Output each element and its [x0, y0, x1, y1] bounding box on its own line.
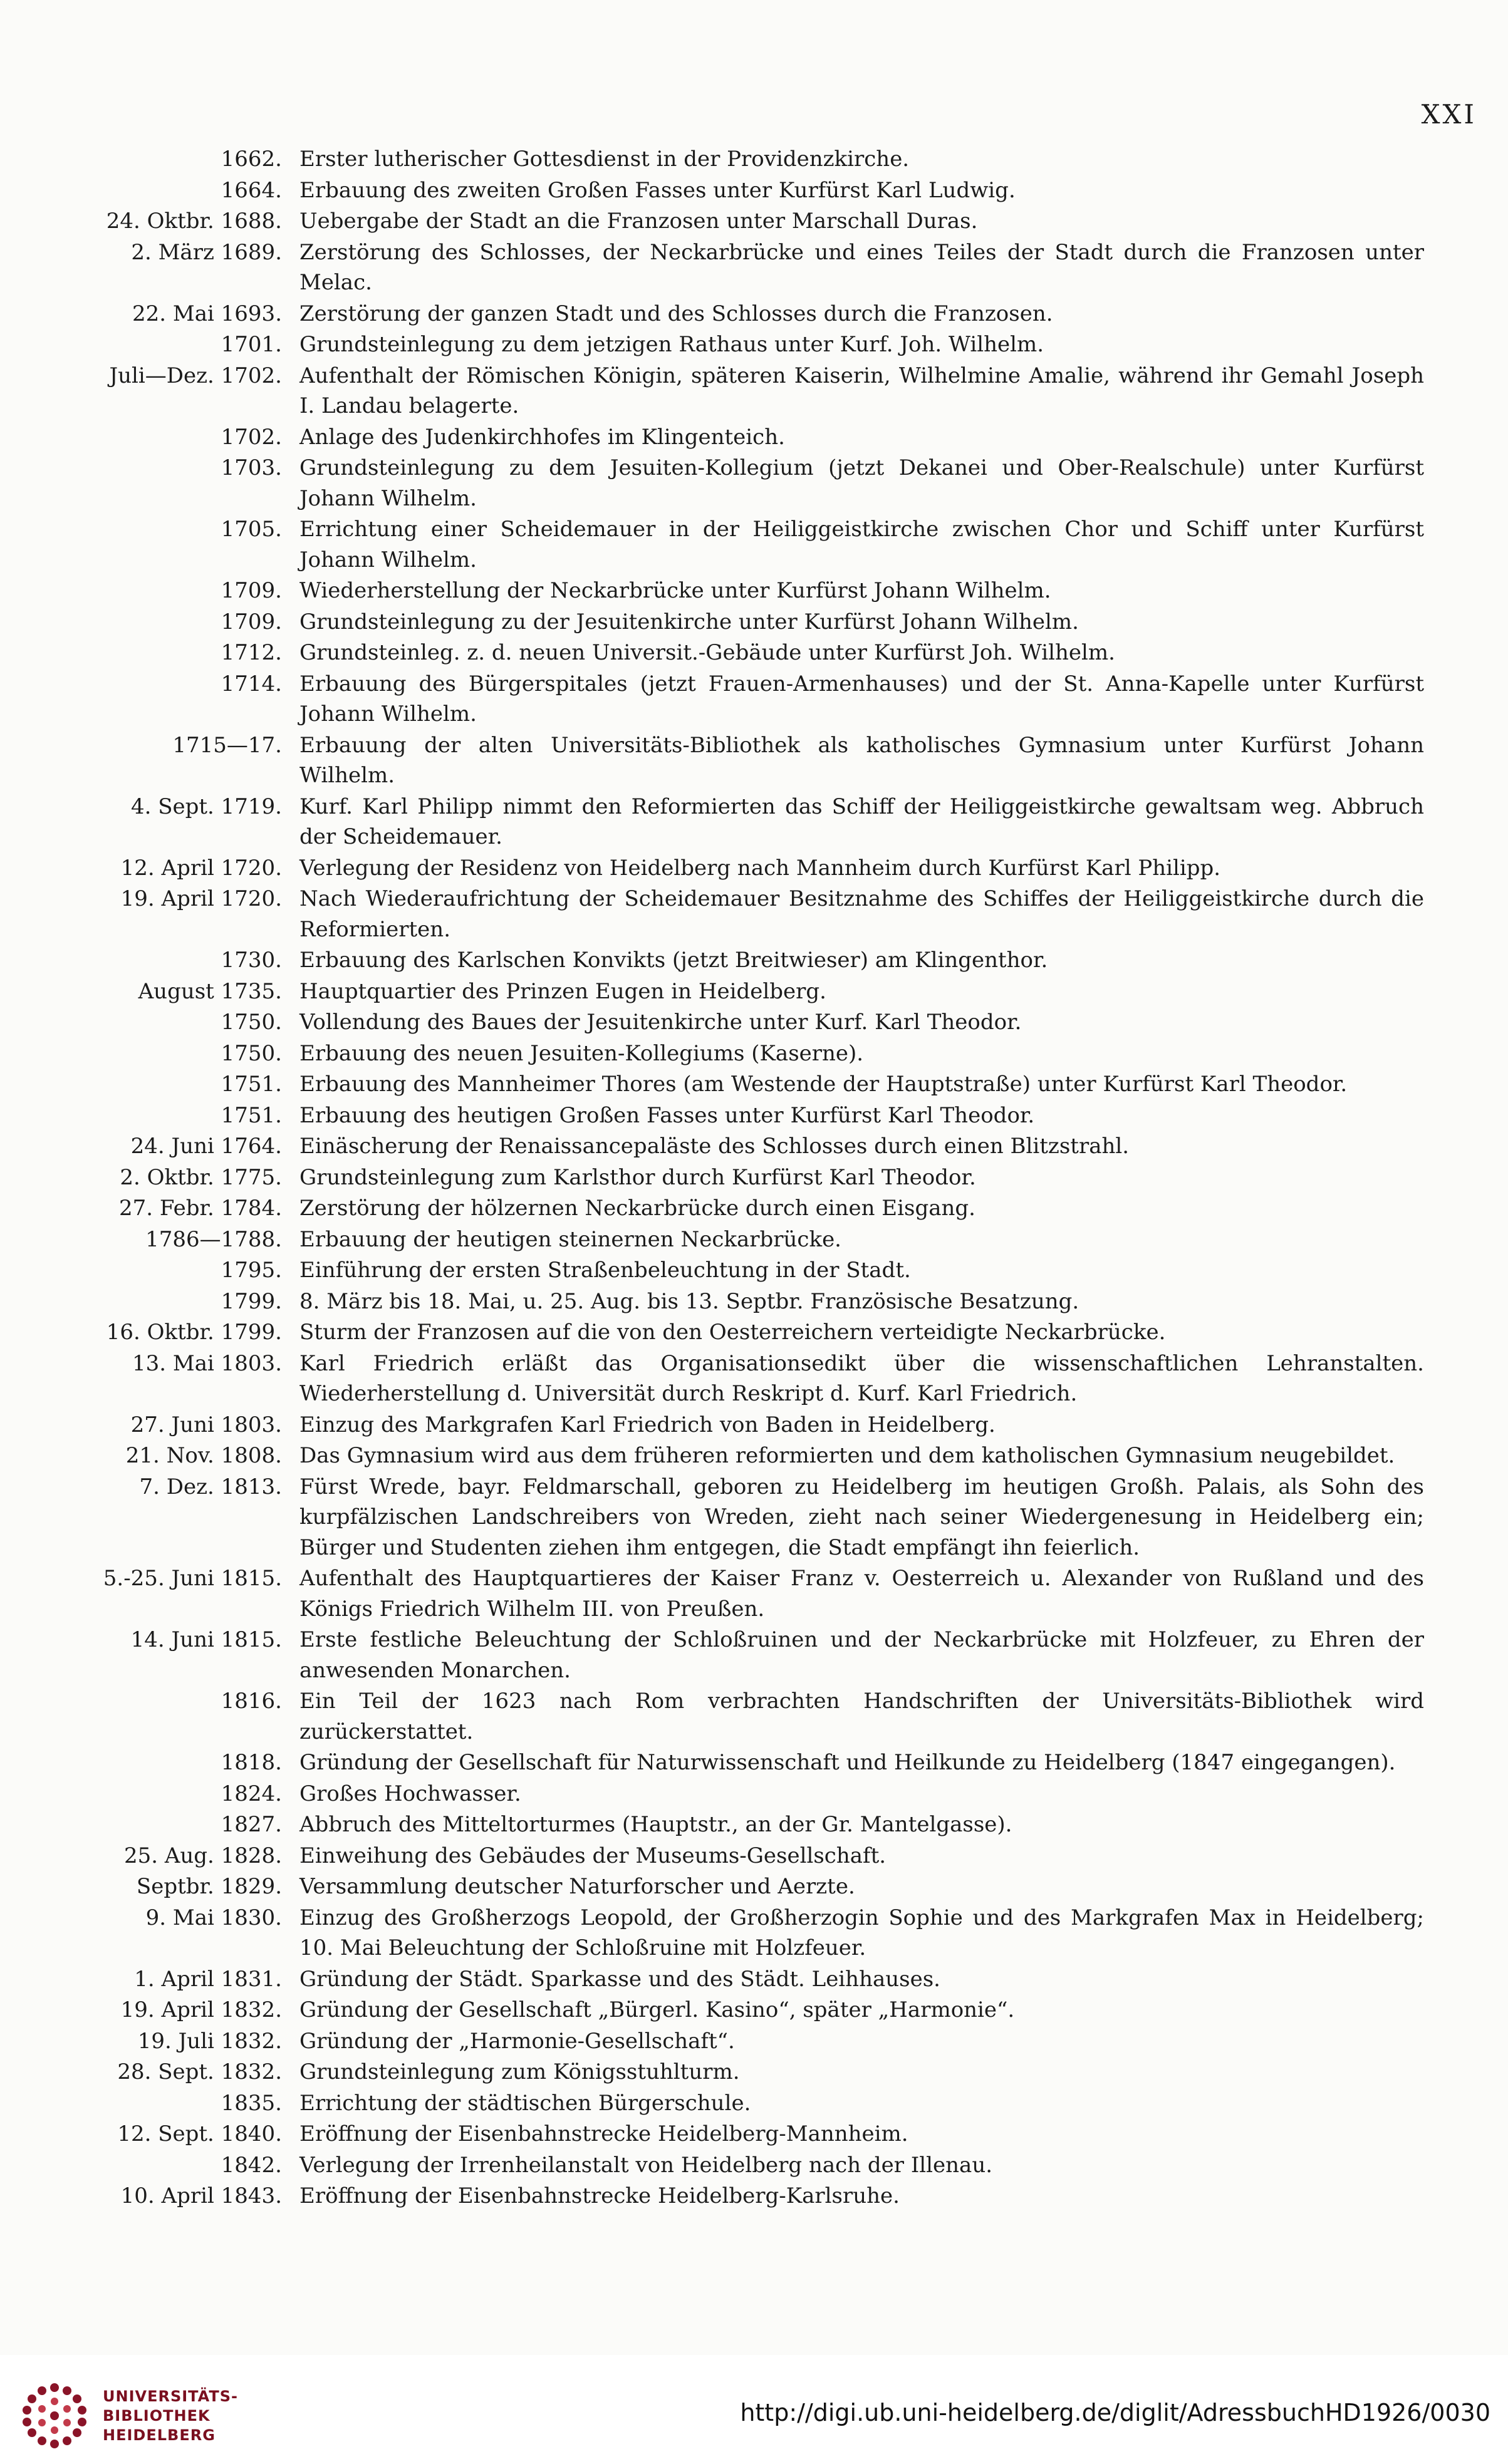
chronicle-entry — [0, 1038, 1508, 1069]
chronicle-entry — [0, 1964, 1508, 1995]
chronicle-entry — [0, 607, 1508, 638]
chronicle-entry — [0, 329, 1508, 360]
entry-date: 10. April 1843. — [120, 2183, 282, 2208]
chronicle-entry — [0, 638, 1508, 668]
logo-line-2: BIBLIOTHEK — [103, 2406, 211, 2425]
entry-date: 1715—17. — [172, 732, 282, 758]
chronicle-entry — [0, 361, 1508, 422]
chronicle-list — [0, 144, 1508, 2212]
entry-date: 1709. — [221, 609, 282, 634]
entry-text: Abbruch des Mitteltorturmes (Hauptstr., an der Gr. Mantelgasse). — [299, 1812, 1012, 1837]
entry-date: 9. Mai 1830. — [145, 1905, 282, 1930]
entry-text: Erbauung des Mannheimer Thores (am Westende der Hauptstraße) unter Kurfürst Karl Theodor. — [299, 1072, 1348, 1097]
entry-text: Erste festliche Beleuchtung der Schloßruinen und der Neckarbrücke mit Holzfeuer, zu Ehren der anwesenden Monarchen. — [299, 1627, 1424, 1683]
entry-text: Gründung der Gesellschaft für Naturwissenschaft und Heilkunde zu Heidelberg (1847 eingegangen). — [299, 1750, 1396, 1775]
entry-date: 1842. — [221, 2152, 282, 2178]
entry-date: 1751. — [221, 1102, 282, 1128]
entry-text: Gründung der Gesellschaft „Bürgerl. Kasino“, später „Harmonie“. — [299, 1997, 1015, 2022]
entry-date: 14. Juni 1815. — [130, 1627, 282, 1652]
entry-date: 16. Oktbr. 1799. — [106, 1320, 282, 1345]
chronicle-entry — [0, 1441, 1508, 1471]
entry-date: Septbr. 1829. — [136, 1874, 282, 1899]
entry-date: 1730. — [221, 948, 282, 973]
chronicle-entry — [0, 206, 1508, 237]
source-url-link[interactable]: http://digi.ub.uni-heidelberg.de/diglit/AdressbuchHD1926/0030 — [740, 2399, 1490, 2426]
entry-date: 1824. — [221, 1781, 282, 1806]
entry-date: 1795. — [221, 1258, 282, 1283]
chronicle-entry — [0, 884, 1508, 945]
entry-text: Vollendung des Baues der Jesuitenkirche unter Kurf. Karl Theodor. — [299, 1010, 1022, 1035]
entry-text: Das Gymnasium wird aus dem früheren reformierten und dem katholischen Gymnasium neugebildet. — [299, 1443, 1395, 1468]
chronicle-entry — [0, 299, 1508, 329]
page-number: XXI — [1421, 99, 1477, 130]
entry-date: 12. April 1720. — [120, 855, 282, 881]
chronicle-entry — [0, 1903, 1508, 1964]
chronicle-entry — [0, 1841, 1508, 1871]
chronicle-entry — [0, 2057, 1508, 2088]
entry-text: Eröffnung der Eisenbahnstrecke Heidelberg-Mannheim. — [299, 2121, 908, 2146]
entry-date: 1816. — [221, 1689, 282, 1714]
library-logo-icon — [18, 2379, 91, 2453]
logo-line-3: HEIDELBERG — [103, 2426, 216, 2444]
chronicle-entry — [0, 1193, 1508, 1224]
logo-line-1: UNIVERSITÄTS- — [103, 2387, 239, 2405]
entry-text: Grundsteinleg. z. d. neuen Universit.-Gebäude unter Kurfürst Joh. Wilhelm. — [299, 640, 1115, 665]
entry-text: Grundsteinlegung zu dem jetzigen Rathaus unter Kurf. Joh. Wilhelm. — [299, 332, 1044, 357]
entry-text: Einzug des Großherzogs Leopold, der Großherzogin Sophie und des Markgrafen Max in Heidelberg; 10. Mai Beleuchtung der Schloßruine mit Holzfeuer. — [299, 1905, 1424, 1960]
entry-date: 24. Oktbr. 1688. — [106, 209, 282, 234]
entry-text: Erbauung des heutigen Großen Fasses unter Kurfürst Karl Theodor. — [299, 1102, 1035, 1128]
entry-text: Errichtung der städtischen Bürgerschule. — [299, 2090, 751, 2116]
chronicle-entry — [0, 792, 1508, 852]
library-logo[interactable] — [18, 2379, 238, 2453]
entry-text: Erbauung des Bürgerspitales (jetzt Frauen-Armenhauses) und der St. Anna-Kapelle unter Kurfürst Johann Wilhelm. — [299, 671, 1424, 727]
entry-date: 1709. — [221, 578, 282, 603]
entry-text: Sturm der Franzosen auf die von den Oesterreichern verteidigte Neckarbrücke. — [299, 1320, 1166, 1345]
entry-date: 1662. — [221, 147, 282, 172]
entry-date: 1664. — [221, 177, 282, 203]
entry-date: 1712. — [221, 640, 282, 665]
chronicle-entry — [0, 1472, 1508, 1563]
entry-date: 1705. — [221, 517, 282, 542]
entry-text: Grundsteinlegung zum Karlsthor durch Kurfürst Karl Theodor. — [299, 1164, 976, 1190]
entry-text: Erbauung des zweiten Großen Fasses unter Kurfürst Karl Ludwig. — [299, 177, 1016, 203]
chronicle-entry — [0, 1779, 1508, 1809]
entry-text: Eröffnung der Eisenbahnstrecke Heidelberg-Karlsruhe. — [299, 2183, 900, 2208]
chronicle-entry — [0, 2119, 1508, 2150]
chronicle-entry — [0, 976, 1508, 1007]
chronicle-entry — [0, 2150, 1508, 2181]
chronicle-entry — [0, 1255, 1508, 1286]
entry-text: Zerstörung der hölzernen Neckarbrücke durch einen Eisgang. — [299, 1196, 975, 1221]
entry-date: 1818. — [221, 1750, 282, 1775]
chronicle-entry — [0, 1809, 1508, 1840]
entry-date: 1827. — [221, 1812, 282, 1837]
entry-date: 21. Nov. 1808. — [125, 1443, 282, 1468]
chronicle-entry — [0, 1317, 1508, 1348]
entry-text: Verlegung der Irrenheilanstalt von Heidelberg nach der Illenau. — [299, 2152, 993, 2178]
entry-text: Einzug des Markgrafen Karl Friedrich von Baden in Heidelberg. — [299, 1412, 996, 1437]
entry-text: Ein Teil der 1623 nach Rom verbrachten Handschriften der Universitäts-Bibliothek wird zurückerstattet. — [299, 1689, 1424, 1744]
entry-text: Zerstörung des Schlosses, der Neckarbrücke und eines Teiles der Stadt durch die Franzosen unter Melac. — [299, 239, 1424, 295]
chronicle-entry — [0, 1871, 1508, 1902]
chronicle-entry — [0, 453, 1508, 514]
entry-date: 12. Sept. 1840. — [117, 2121, 282, 2146]
entry-text: Hauptquartier des Prinzen Eugen in Heidelberg. — [299, 978, 826, 1004]
entry-text: Fürst Wrede, bayr. Feldmarschall, geboren zu Heidelberg im heutigen Großh. Palais, als Sohn des kurpfälzischen Landschreibers von Wreden, zieht nach seiner Wiedergenesung in Heidelberg ein; Bürger und Studenten ziehen ihm entgegen, die Stadt empfängt ihn feierlich. — [299, 1474, 1424, 1560]
entry-date: 2. Oktbr. 1775. — [120, 1164, 282, 1190]
entry-text: Einweihung des Gebäudes der Museums-Gesellschaft. — [299, 1843, 887, 1868]
entry-text: Erbauung der heutigen steinernen Neckarbrücke. — [299, 1226, 841, 1252]
chronicle-entry — [0, 576, 1508, 606]
chronicle-entry — [0, 669, 1508, 730]
entry-text: Erbauung des neuen Jesuiten-Kollegiums (Kaserne). — [299, 1040, 864, 1066]
entry-date: 19. April 1720. — [120, 886, 282, 911]
entry-date: 1786—1788. — [145, 1226, 282, 1252]
entry-date: 27. Febr. 1784. — [119, 1196, 282, 1221]
entry-text: Grundsteinlegung zum Königsstuhlturm. — [299, 2059, 740, 2084]
entry-date: 1701. — [221, 332, 282, 357]
chronicle-entry — [0, 1162, 1508, 1193]
entry-date: Juli—Dez. 1702. — [109, 363, 282, 388]
entry-date: 25. Aug. 1828. — [123, 1843, 282, 1868]
entry-text: Großes Hochwasser. — [299, 1781, 521, 1806]
entry-date: 7. Dez. 1813. — [139, 1474, 282, 1499]
entry-text: Anlage des Judenkirchhofes im Klingenteich. — [299, 424, 785, 450]
entry-text: Errichtung einer Scheidemauer in der Heiliggeistkirche zwischen Chor und Schiff unter Kurfürst Johann Wilhelm. — [299, 517, 1424, 572]
chronicle-entry — [0, 945, 1508, 976]
entry-date: 13. Mai 1803. — [132, 1350, 282, 1376]
chronicle-entry — [0, 2088, 1508, 2119]
chronicle-entry — [0, 1563, 1508, 1624]
chronicle-entry — [0, 730, 1508, 791]
entry-text: Einführung der ersten Straßenbeleuchtung in der Stadt. — [299, 1258, 911, 1283]
chronicle-entry — [0, 175, 1508, 206]
chronicle-entry — [0, 1348, 1508, 1409]
entry-date: August 1735. — [138, 978, 282, 1004]
library-logo-text — [103, 2387, 238, 2445]
chronicle-entry — [0, 1995, 1508, 2026]
entry-date: 24. Juni 1764. — [130, 1134, 282, 1159]
entry-text: Aufenthalt der Römischen Königin, späteren Kaiserin, Wilhelmine Amalie, während ihr Gemahl Joseph I. Landau belagerte. — [299, 363, 1424, 418]
entry-text: Uebergabe der Stadt an die Franzosen unter Marschall Duras. — [299, 209, 978, 234]
chronicle-entry — [0, 2026, 1508, 2057]
entry-date: 1835. — [221, 2090, 282, 2116]
chronicle-entry — [0, 1224, 1508, 1255]
footer — [0, 2355, 1508, 2464]
chronicle-entry — [0, 144, 1508, 175]
entry-text: Erbauung der alten Universitäts-Bibliothek als katholisches Gymnasium unter Kurfürst Johann Wilhelm. — [299, 732, 1424, 788]
entry-text: Grundsteinlegung zu dem Jesuiten-Kollegium (jetzt Dekanei und Ober-Realschule) unter Kurfürst Johann Wilhelm. — [299, 455, 1424, 511]
chronicle-entry — [0, 1100, 1508, 1131]
chronicle-entry — [0, 2181, 1508, 2212]
chronicle-entry — [0, 1410, 1508, 1441]
entry-text: Einäscherung der Renaissancepaläste des Schlosses durch einen Blitzstrahl. — [299, 1134, 1130, 1159]
entry-date: 1714. — [221, 671, 282, 696]
entry-text: 8. März bis 18. Mai, u. 25. Aug. bis 13. Septbr. Französische Besatzung. — [299, 1288, 1079, 1314]
entry-text: Verlegung der Residenz von Heidelberg nach Mannheim durch Kurfürst Karl Philipp. — [299, 855, 1221, 881]
entry-date: 1702. — [221, 424, 282, 450]
entry-date: 1750. — [221, 1010, 282, 1035]
entry-text: Versammlung deutscher Naturforscher und Aerzte. — [299, 1874, 855, 1899]
entry-date: 22. Mai 1693. — [132, 301, 282, 326]
entry-date: 19. Juli 1832. — [137, 2028, 282, 2054]
entry-date: 28. Sept. 1832. — [117, 2059, 282, 2084]
chronicle-entry — [0, 237, 1508, 298]
entry-text: Gründung der Städt. Sparkasse und des Städt. Leihhauses. — [299, 1966, 940, 1992]
chronicle-entry — [0, 1747, 1508, 1778]
entry-text: Aufenthalt des Hauptquartieres der Kaiser Franz v. Oesterreich u. Alexander von Rußland und des Königs Friedrich Wilhelm III. von Preußen. — [299, 1566, 1424, 1622]
entry-text: Gründung der „Harmonie-Gesellschaft“. — [299, 2028, 735, 2054]
entry-date: 1. April 1831. — [134, 1966, 282, 1992]
chronicle-entry — [0, 1069, 1508, 1100]
chronicle-entry — [0, 1286, 1508, 1317]
entry-date: 2. März 1689. — [131, 239, 282, 265]
chronicle-entry — [0, 1625, 1508, 1685]
chronicle-entry — [0, 853, 1508, 884]
entry-date: 1703. — [221, 455, 282, 480]
entry-date: 1750. — [221, 1040, 282, 1066]
entry-text: Grundsteinlegung zu der Jesuitenkirche unter Kurfürst Johann Wilhelm. — [299, 609, 1079, 634]
chronicle-entry — [0, 422, 1508, 453]
entry-date: 4. Sept. 1719. — [130, 794, 282, 819]
chronicle-entry — [0, 1007, 1508, 1038]
entry-text: Karl Friedrich erläßt das Organisationsedikt über die wissenschaftlichen Lehranstalten. Wiederherstellung d. Universität durch Reskript d. Kurf. Karl Friedrich. — [299, 1350, 1424, 1406]
entry-text: Wiederherstellung der Neckarbrücke unter Kurfürst Johann Wilhelm. — [299, 578, 1051, 603]
entry-date: 1751. — [221, 1072, 282, 1097]
chronicle-entry — [0, 514, 1508, 575]
entry-text: Nach Wiederaufrichtung der Scheidemauer Besitznahme des Schiffes der Heiliggeistkirche durch die Reformierten. — [299, 886, 1424, 942]
chronicle-entry — [0, 1686, 1508, 1747]
entry-text: Erbauung des Karlschen Konvikts (jetzt Breitwieser) am Klingenthor. — [299, 948, 1048, 973]
entry-date: 1799. — [221, 1288, 282, 1314]
entry-text: Kurf. Karl Philipp nimmt den Reformierten das Schiff der Heiliggeistkirche gewaltsam weg. Abbruch der Scheidemauer. — [299, 794, 1424, 849]
entry-date: 19. April 1832. — [120, 1997, 282, 2022]
entry-text: Zerstörung der ganzen Stadt und des Schlosses durch die Franzosen. — [299, 301, 1053, 326]
entry-text: Erster lutherischer Gottesdienst in der Providenzkirche. — [299, 147, 910, 172]
chronicle-entry — [0, 1131, 1508, 1162]
entry-date: 5.-25. Juni 1815. — [103, 1566, 282, 1591]
entry-date: 27. Juni 1803. — [130, 1412, 282, 1437]
